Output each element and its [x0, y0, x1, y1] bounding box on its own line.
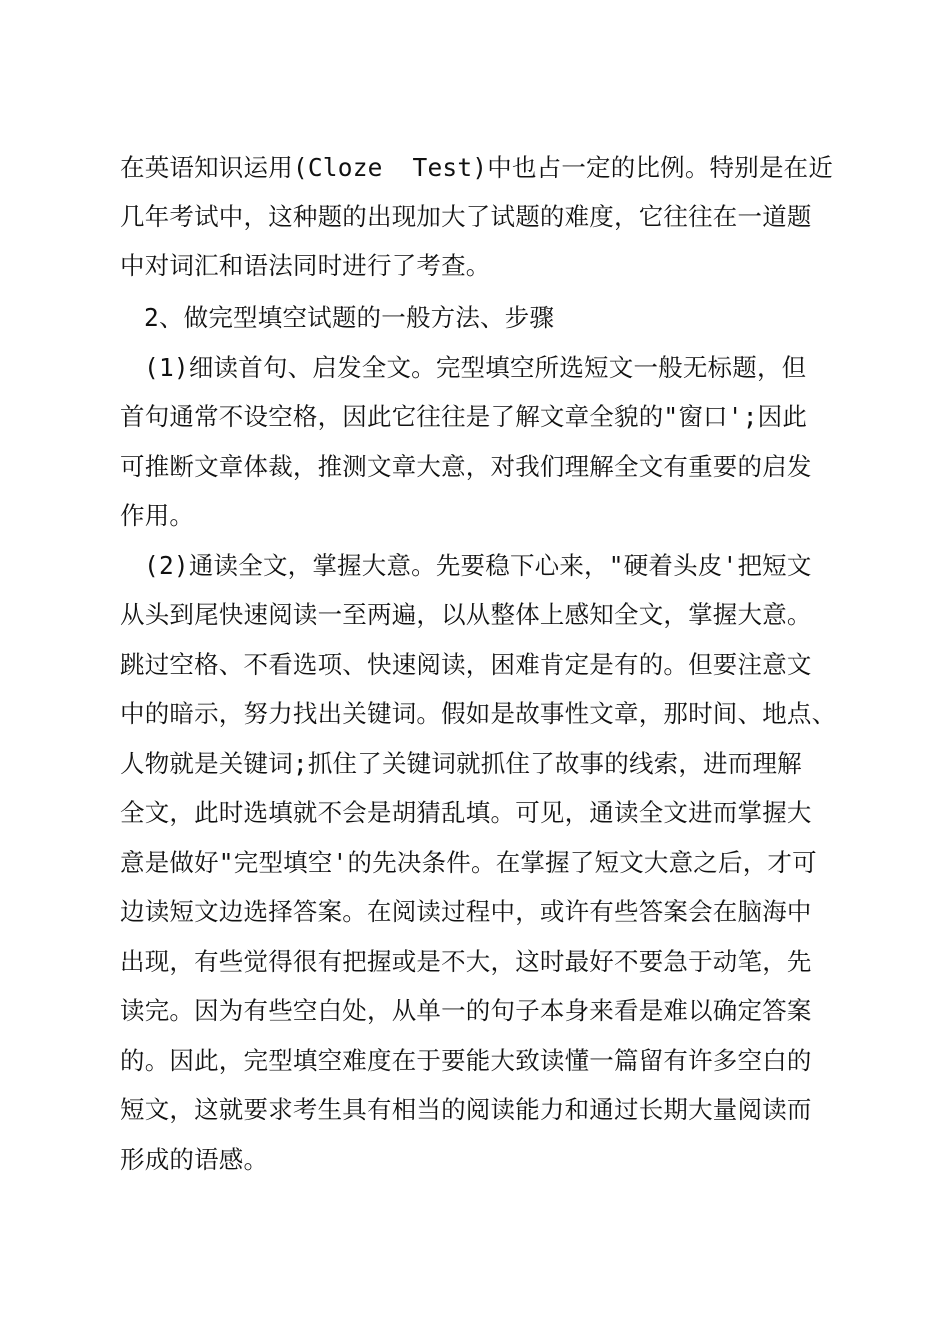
- text-line: 的。因此，完型填空难度在于要能大致读懂一篇留有许多空白的: [120, 1046, 812, 1075]
- text-line: 首句通常不设空格，因此它往往是了解文章全貌的"窗口';因此: [120, 402, 808, 431]
- text-line: 可推断文章体裁，推测文章大意，对我们理解全文有重要的启发: [120, 452, 812, 481]
- text-line: 短文，这就要求考生具有相当的阅读能力和通过长期大量阅读而: [120, 1095, 812, 1124]
- text-line: (2)通读全文，掌握大意。先要稳下心来，"硬着头皮'把短文: [144, 551, 812, 580]
- section-heading: 2、做完型填空试题的一般方法、步骤: [144, 303, 555, 332]
- text-line: 读完。因为有些空白处，从单一的句子本身来看是难以确定答案: [120, 996, 812, 1025]
- text-line: 中对词汇和语法同时进行了考查。: [120, 251, 491, 280]
- text-line: 人物就是关键词;抓住了关键词就抓住了故事的线索，进而理解: [120, 749, 802, 778]
- text-line: 在英语知识运用(Cloze Test)中也占一定的比例。特别是在近: [120, 153, 834, 182]
- text-line: 跳过空格、不看选项、快速阅读，困难肯定是有的。但要注意文: [120, 650, 812, 679]
- text-line: 中的暗示，努力找出关键词。假如是故事性文章，那时间、地点、: [120, 699, 837, 728]
- text-line: 几年考试中，这种题的出现加大了试题的难度，它往往在一道题: [120, 202, 812, 231]
- text-line: 作用。: [120, 501, 195, 530]
- text-line: 形成的语感。: [120, 1145, 269, 1174]
- text-line: 出现，有些觉得很有把握或是不大，这时最好不要急于动笔，先: [120, 947, 812, 976]
- text-line: 边读短文边选择答案。在阅读过程中，或许有些答案会在脑海中: [120, 897, 812, 926]
- text-line: 意是做好"完型填空'的先决条件。在掌握了短文大意之后，才可: [120, 848, 817, 877]
- text-line: 从头到尾快速阅读一至两遍，以从整体上感知全文，掌握大意。: [120, 600, 812, 629]
- text-line: 全文，此时选填就不会是胡猜乱填。可见，通读全文进而掌握大: [120, 798, 812, 827]
- text-line: (1)细读首句、启发全文。完型填空所选短文一般无标题，但: [144, 353, 807, 382]
